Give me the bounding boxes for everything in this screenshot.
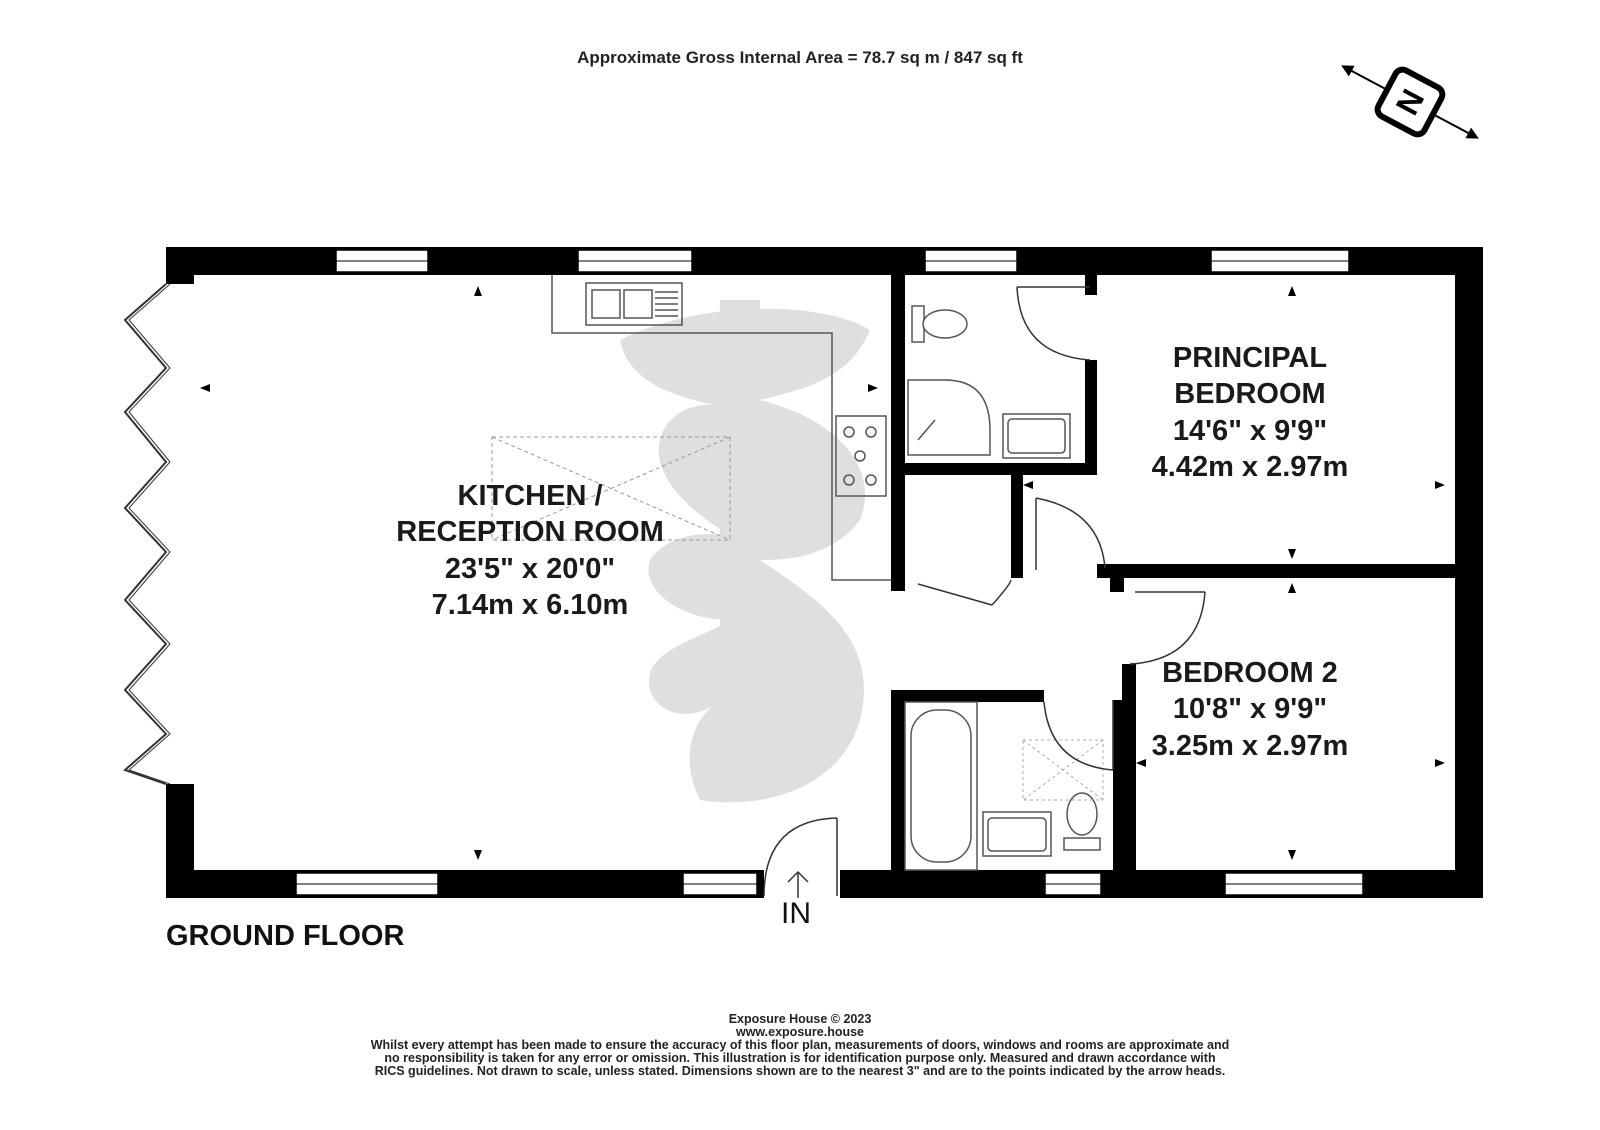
room-name-line2: RECEPTION ROOM: [396, 516, 664, 549]
toilet-icon: [912, 306, 967, 342]
compass-letter: N: [1388, 83, 1432, 121]
toilet-icon: [1064, 793, 1100, 850]
room-name-line1: PRINCIPAL: [1172, 342, 1328, 374]
footer-disclaimer-3: RICS guidelines. Not drawn to scale, unless stated. Dimensions shown are to the nearest 3" and are to the points indicated by the arrow heads.: [374, 1064, 1226, 1078]
room-dimensions-imperial: 14'6" x 9'9": [1172, 414, 1328, 447]
entry-arrow-icon: [788, 872, 808, 898]
bifold-doors: [125, 284, 166, 784]
footer-company: Exposure House © 2023: [728, 1012, 872, 1026]
basin-icon: [983, 812, 1051, 856]
gross-area-title: Approximate Gross Internal Area = 78.7 sq m / 847 sq ft: [577, 48, 1023, 67]
bath-icon: [905, 702, 977, 870]
footer-disclaimer-1: Whilst every attempt has been made to ensure the accuracy of this floor plan, measurements of doors, windows and rooms are approximate and: [370, 1038, 1230, 1052]
shower-tray-icon: [908, 380, 990, 455]
footer-website: www.exposure.house: [735, 1025, 865, 1039]
footer: [250, 1013, 1350, 1078]
floor-name: GROUND FLOOR: [166, 920, 405, 952]
room-name-line1: KITCHEN /: [457, 480, 603, 512]
room-dimensions-imperial: 23'5" x 20'0": [444, 552, 616, 585]
room-dimensions-metric: 4.42m x 2.97m: [1151, 450, 1349, 483]
room-label-kitchen: [330, 478, 730, 623]
basin-icon: [1003, 414, 1070, 458]
room-dimensions-metric: 7.14m x 6.10m: [431, 588, 629, 621]
entry-label: IN: [781, 897, 811, 930]
room-dimensions-metric: 3.25m x 2.97m: [1151, 729, 1349, 762]
room-label-principal-bedroom: [1110, 340, 1390, 485]
room-label-bedroom-2: [1110, 655, 1390, 764]
footer-disclaimer-2: no responsibility is taken for any error or omission. This illustration is for identification purpose only. Measured and drawn accordance with: [384, 1051, 1216, 1065]
room-name: BEDROOM 2: [1162, 657, 1338, 689]
room-dimensions-imperial: 10'8" x 9'9": [1172, 693, 1328, 726]
room-name-line2: BEDROOM: [1174, 378, 1326, 411]
